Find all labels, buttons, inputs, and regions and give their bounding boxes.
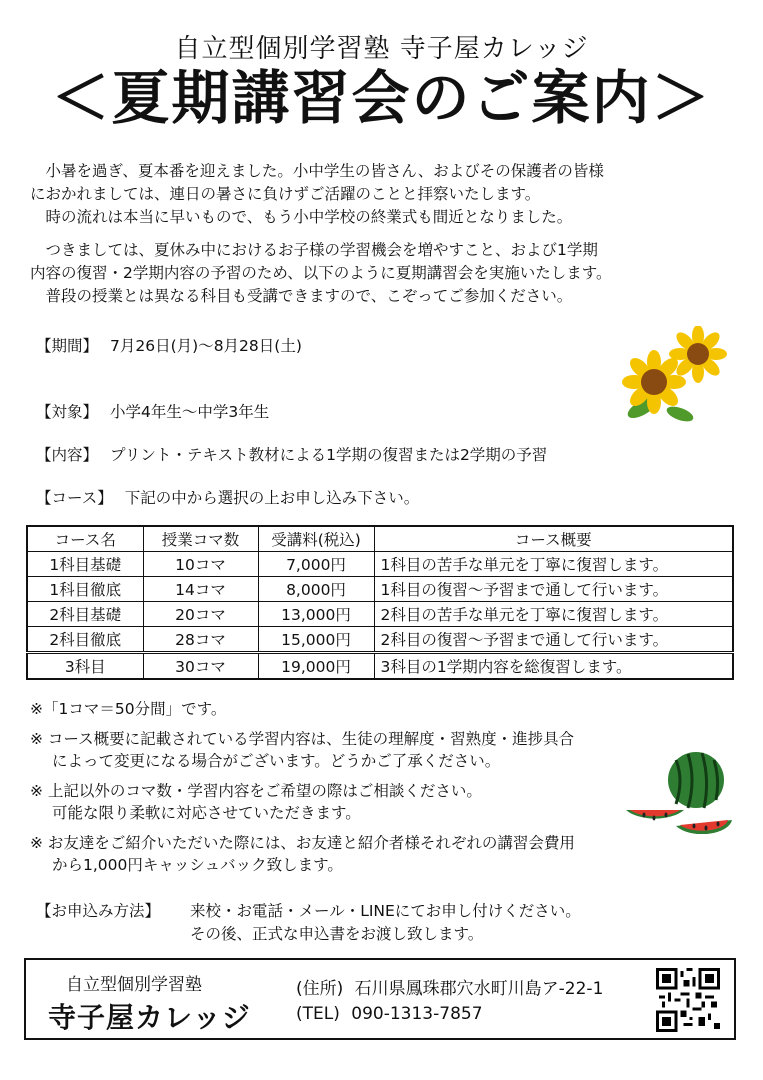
course-summary: 1科目の苦手な単元を丁寧に復習します。 [374,552,733,577]
content-value: プリント・テキスト教材による1学期の復習または2学期の予習 [110,446,548,464]
intro-line: 普段の授業とは異なる科目も受講できますので、こぞってご参加ください。 [45,287,573,305]
course-summary: 3科目の1学期内容を総復習します。 [374,653,733,680]
course-name: 1科目基礎 [27,552,143,577]
table-row [27,577,733,602]
footer-school-type: 自立型個別学習塾 [66,975,202,995]
intro-line: 時の流れは本当に早いもので、もう小中学校の終業式も間近となりました。 [45,208,573,226]
course-lessons: 14コマ [143,577,258,602]
course-lessons: 20コマ [143,602,258,627]
tel-label: (TEL) [296,1004,340,1024]
page-title: ＜夏期講習会のご案内＞ [51,64,712,132]
course-fee: 8,000円 [258,577,374,602]
intro-text [30,160,730,308]
note-line: 可能な限り柔軟に対応させていただきます。 [52,804,361,822]
note-line: から1,000円キャッシュバック致します。 [52,856,343,874]
header-summary: コース概要 [374,526,733,552]
course-name: 2科目徹底 [27,627,143,653]
intro-line: におかれましては、連日の暑さに負けずご活躍のことと拝察いたします。 [30,185,541,203]
header-lessons: 授業コマ数 [143,526,258,552]
course-lessons: 30コマ [143,653,258,680]
footer-tel [296,1004,483,1024]
course-summary: 2科目の苦手な単元を丁寧に復習します。 [374,602,733,627]
course-value: 下記の中から選択の上お申し込み下さい。 [124,489,420,507]
target-value: 小学4年生～中学3年生 [110,403,270,421]
header-course-name: コース名 [27,526,143,552]
note-line: ※「1コマ＝50分間」です。 [30,700,227,718]
address-value: 石川県鳳珠郡穴水町川島ア-22-1 [354,979,604,999]
course-fee: 13,000円 [258,602,374,627]
apply-line: 来校・お電話・メール・LINEにてお申し付けください。 [190,902,581,920]
content-row [36,443,547,465]
course-lessons: 10コマ [143,552,258,577]
apply-text [190,900,581,946]
notes-list [30,698,680,884]
apply-line: その後、正式な申込書をお渡し致します。 [190,925,484,943]
table-header-row [27,526,733,552]
period-value: 7月26日(月)～8月28日(土) [110,337,302,355]
intro-line: 小暑を過ぎ、夏本番を迎えました。小中学生の皆さん、およびその保護者の皆様 [45,162,604,180]
course-name: 3科目 [27,653,143,680]
table-row [27,602,733,627]
school-subtitle: 自立型個別学習塾 寺子屋カレッジ [174,34,589,64]
course-fee: 7,000円 [258,552,374,577]
header-fee: 受講料(税込) [258,526,374,552]
note-line: ※ コース概要に記載されている学習内容は、生徒の理解度・習熟度・進捗具合 [30,730,575,748]
course-table [26,525,734,680]
course-fee: 19,000円 [258,653,374,680]
address-label: (住所) [296,979,344,999]
target-row [36,400,269,422]
table-row [27,627,733,653]
footer-school-name: 寺子屋カレッジ [48,1001,251,1034]
table-row [27,653,733,680]
note-line: によって変更になる場合がございます。どうかご了承ください。 [52,752,501,770]
course-summary: 2科目の復習～予習まで通して行います。 [374,627,733,653]
course-label: 【コース】 [36,489,113,507]
apply-section [36,900,160,923]
note-item [30,728,680,772]
intro-line: 内容の復習・2学期内容の予習のため、以下のように夏期講習会を実施いたします。 [30,264,612,282]
course-lessons: 28コマ [143,627,258,653]
watermelon-icon [624,748,736,834]
target-label: 【対象】 [36,403,99,421]
content-label: 【内容】 [36,446,99,464]
period-label: 【期間】 [36,337,99,355]
note-line: ※ 上記以外のコマ数・学習内容をご希望の際はご相談ください。 [30,782,482,800]
note-item [30,832,680,876]
tel-value: 090-1313-7857 [351,1004,483,1024]
qr-code-icon[interactable] [656,968,720,1032]
course-name: 1科目徹底 [27,577,143,602]
period-row [36,334,302,356]
apply-label: 【お申込み方法】 [36,902,161,920]
intro-line: つきましては、夏休み中におけるお子様の学習機会を増やすこと、および1学期 [45,241,598,259]
note-item [30,780,680,824]
course-name: 2科目基礎 [27,602,143,627]
course-fee: 15,000円 [258,627,374,653]
sunflower-icon [622,326,742,426]
footer-box [24,958,736,1040]
course-summary: 1科目の復習～予習まで通して行います。 [374,577,733,602]
note-item [30,698,680,720]
course-row [36,486,419,508]
footer-address [296,974,603,999]
table-row [27,552,733,577]
note-line: ※ お友達をご紹介いただいた際には、お友達と紹介者様それぞれの講習会費用 [30,834,575,852]
